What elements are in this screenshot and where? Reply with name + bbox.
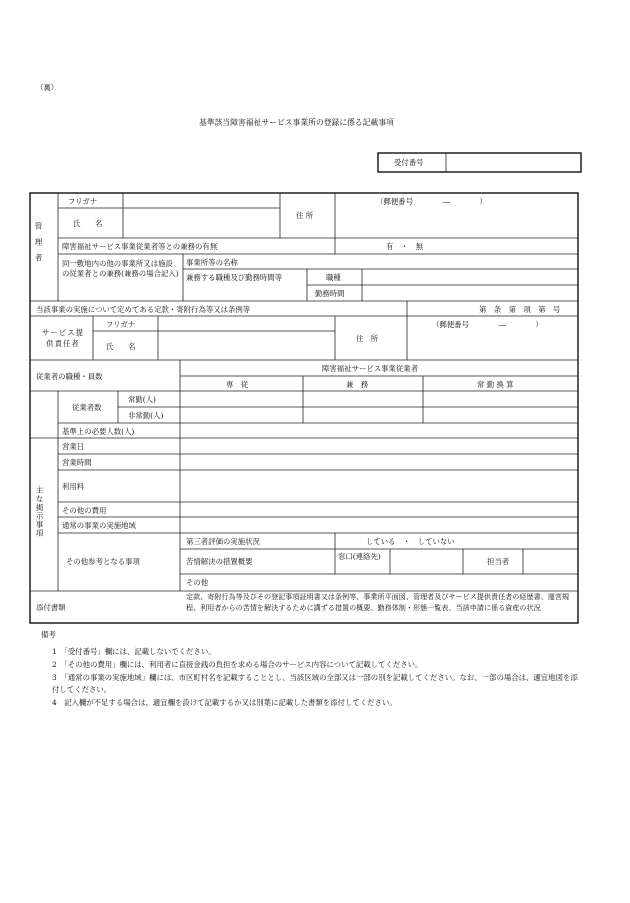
service-manager-furigana-field[interactable] (160, 318, 333, 330)
service-manager-address-label: 住 所 (356, 334, 379, 343)
business-days-label: 営業日 (62, 442, 85, 451)
manager-name-field[interactable] (125, 210, 278, 236)
manager-concurrent-choice[interactable]: 有 ・ 無 (386, 242, 423, 251)
concurrent-role-label: 兼務する職種及び勤務時間等 (186, 273, 283, 282)
attachments-text: 定款、寄附行為等及びその登記事項証明書又は条例等、事業所平面図、管理者及びサービス提供責任者の経歴書、運営規程、利用者からの苦情を解決するために講ずる措置の概要、勤務体制・形態一覧表、当該申請に係る資産の状況 (186, 592, 570, 612)
remark-4: 4 記入欄が不足する場合は、適宜欄を設けて記載するか又は別葉に記載した書類を添付してください。 (52, 698, 397, 707)
job-type-field[interactable] (364, 271, 576, 283)
staff-group-label: 障害福祉サービス事業従業者 (322, 364, 419, 373)
other-ref-label: その他参考となる事項 (66, 557, 140, 566)
area-label: 通常の事業の実施地域 (62, 521, 136, 530)
staff-count-label: 従業者数 (72, 403, 102, 412)
service-manager-address-field[interactable] (409, 332, 576, 358)
remark-1: 1 「受付番号」欄には、記載しないでください。 (52, 647, 216, 656)
other-label: その他 (186, 578, 209, 587)
manager-furigana-field[interactable] (125, 195, 278, 207)
reception-number-field[interactable] (448, 155, 578, 170)
service-manager-postal: （郵便番号 ― ） (432, 320, 543, 329)
col-concurrent: 兼 務 (346, 380, 369, 389)
service-manager-name-field[interactable] (160, 333, 333, 358)
other-costs-label: その他の費用 (62, 506, 107, 515)
rules-article: 第 条 第 項 第 号 (479, 305, 561, 314)
contact-label: 窓口(連絡先) (338, 552, 381, 561)
manager-furigana-label: フリガナ (68, 197, 98, 206)
service-manager-furigana-label: フリガナ (106, 320, 136, 329)
back-mark: （裏） (36, 83, 59, 92)
remarks-title: 備考 (41, 630, 56, 639)
rules-label: 当該事業の実施について定めてある定款・寄附行為等又は条例等 (36, 305, 251, 314)
person-label: 担当者 (487, 557, 510, 566)
job-type-label: 職種 (326, 273, 341, 282)
manager-name-label: 氏 名 (73, 219, 103, 228)
reception-label: 受付番号 (394, 158, 424, 167)
facility-name-label: 事業所等の名称 (186, 258, 238, 267)
service-manager-name-label: 氏 名 (106, 342, 136, 351)
manager-address-field[interactable] (337, 207, 576, 236)
third-party-choice[interactable]: している ・ していない (366, 537, 455, 546)
manager-address-label: 住 所 (296, 211, 314, 220)
page-title: 基準該当障害福祉サービス事業所の登録に係る記載事項 (199, 118, 394, 127)
parttime-label: 非常勤(人) (128, 411, 164, 420)
col-fte: 常 勤 換 算 (477, 380, 514, 389)
col-fulltime-exclusive: 専 従 (226, 380, 249, 389)
remark-2: 2 「その他の費用」欄には、利用者に直接金銭の負担を求める場合のサービス内容について記載してください。 (52, 660, 423, 669)
manager-other-facility-label: 同一敷地内の他の事業所又は施設の従業者との兼務(兼務の場合記入) (62, 259, 179, 278)
manager-postal: （郵便番号 ― ） (376, 197, 487, 206)
attachments-label: 添付書類 (36, 603, 66, 612)
remark-3: 3 「通常の事業の実施地域」欄には、市区町村名を記載することとし、当該区域の全部又は一部の別を記載してください。なお、一部の場合は、適宜地図を添付してください。 (52, 673, 578, 694)
notices-section-label: 主な掲示事項 (35, 486, 44, 538)
work-hours-field[interactable] (364, 287, 576, 299)
manager-concurrent-question: 障害福祉サービス事業従業者等との兼務の有無 (62, 242, 218, 251)
fulltime-label: 常勤(人) (128, 395, 156, 404)
business-hours-label: 営業時間 (62, 458, 92, 467)
manager-section-label: 管理者 (34, 222, 43, 269)
staff-roles-label: 従業者の職種・員数 (36, 372, 103, 381)
work-hours-label: 勤務時間 (315, 289, 345, 298)
third-party-label: 第三者評価の実施状況 (186, 537, 260, 546)
fee-label: 利用料 (62, 482, 85, 491)
required-staff-label: 基準上の必要人数(人) (62, 427, 135, 436)
service-manager-label: サービス提供責任者 (42, 328, 84, 348)
complaint-label: 苦情解決の措置概要 (186, 557, 253, 566)
